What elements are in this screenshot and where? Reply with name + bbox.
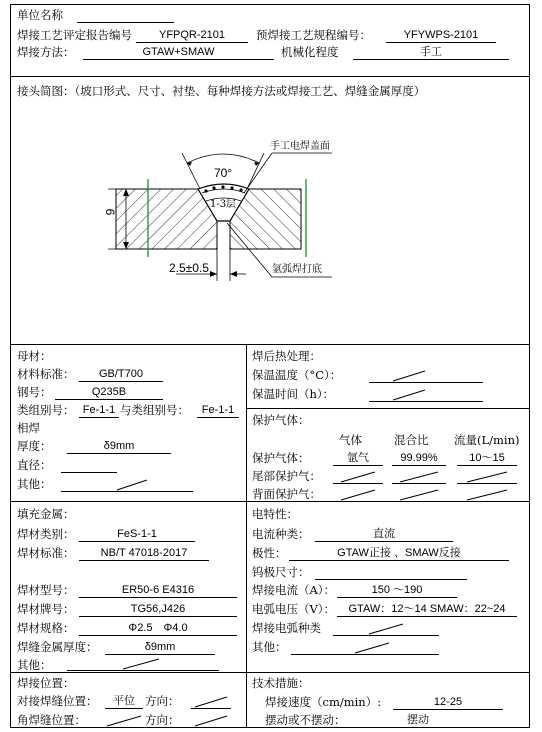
filler-other-label: 其他： bbox=[17, 658, 52, 672]
filler-metal-thk-label: 焊缝金属厚度： bbox=[17, 640, 98, 654]
position-section bbox=[10, 672, 247, 728]
elec-tungsten-label: 钨极尺寸： bbox=[252, 565, 310, 579]
elec-other-label: 其他： bbox=[252, 640, 287, 654]
pqr-value[interactable]: YFPQR-2101 bbox=[136, 28, 248, 43]
gas-col-mix: 混合比 bbox=[394, 433, 429, 447]
base-thk-value[interactable]: δ9mm bbox=[67, 439, 171, 454]
elec-polarity-value[interactable]: GTAW正接 、SMAW反接 bbox=[289, 546, 509, 561]
elec-current-value[interactable]: 150 ～190 bbox=[337, 583, 457, 598]
gas-row3-mix[interactable] bbox=[392, 487, 446, 502]
elec-polarity-label: 极性： bbox=[252, 546, 287, 560]
bottom-note: 氩弧焊打底 bbox=[272, 264, 322, 275]
method-label: 焊接方法： bbox=[17, 45, 75, 59]
base-title: 母材： bbox=[17, 349, 52, 363]
pwps-label: 预焊接工艺规程编号： bbox=[256, 28, 371, 42]
gas-row2-mix[interactable] bbox=[392, 469, 446, 484]
mech-label: 机械化程度 bbox=[281, 45, 339, 59]
left-plate bbox=[116, 189, 217, 249]
gas-row2-label: 尾部保护气： bbox=[252, 469, 321, 483]
header-section bbox=[10, 4, 530, 77]
unit-label: 单位名称 bbox=[17, 8, 63, 22]
angle-label: 70° bbox=[214, 166, 233, 180]
technique-section bbox=[246, 672, 530, 728]
weld-bead bbox=[204, 189, 207, 192]
filler-metal-thk-value[interactable]: δ9mm bbox=[105, 640, 215, 655]
filler-other-field[interactable] bbox=[67, 656, 219, 671]
speed-label: 焊接速度（cm/min）: bbox=[265, 695, 382, 709]
joint-sketch-section bbox=[10, 76, 530, 345]
electrical-section bbox=[246, 501, 530, 673]
elec-mode-label: 焊接电弧种类 bbox=[252, 621, 321, 635]
filler-spec-value[interactable]: Φ2.5 Φ4.0 bbox=[79, 621, 237, 636]
base-std-value[interactable]: GB/T700 bbox=[79, 367, 163, 382]
fillet-label: 角焊缝位置： bbox=[17, 713, 86, 727]
joint-title: 接头简图：（坡口形式、尺寸、衬垫、每种焊接方法或焊接工艺、焊缝金属厚度） bbox=[17, 84, 426, 98]
base-dia-label: 直径： bbox=[17, 458, 52, 472]
gas-row3-flow[interactable] bbox=[457, 487, 517, 502]
elec-current-label: 焊接电流（A）： bbox=[252, 583, 336, 597]
filler-section bbox=[10, 501, 247, 673]
filler-title: 填充金属： bbox=[17, 507, 75, 521]
weld-bead bbox=[212, 186, 215, 189]
fillet-dir-label: 方向： bbox=[145, 713, 180, 727]
gas-row3-gas[interactable] bbox=[333, 487, 383, 502]
filler-brand-label: 焊材牌号： bbox=[17, 602, 75, 616]
fillet-field[interactable] bbox=[105, 713, 143, 728]
base-other-field[interactable] bbox=[61, 477, 193, 492]
pwht-title: 焊后热处理： bbox=[252, 349, 321, 363]
weave-label: 摆动或不摆动： bbox=[265, 713, 346, 727]
gas-row2-gas[interactable] bbox=[333, 469, 383, 484]
thickness-label: 9 bbox=[103, 208, 118, 216]
gas-row3-label: 背面保护气： bbox=[252, 487, 321, 501]
elec-mode-field[interactable] bbox=[333, 621, 439, 636]
speed-value[interactable]: 12-25 bbox=[393, 695, 503, 710]
pwps-value[interactable]: YFYWPS-2101 bbox=[386, 28, 496, 43]
weld-bead bbox=[221, 185, 224, 188]
group-label-b: 与类组别号： bbox=[120, 403, 189, 417]
gas-row1-flow[interactable]: 10～15 bbox=[457, 451, 517, 466]
elec-title: 电特性： bbox=[252, 507, 298, 521]
elec-voltage-value[interactable]: GTAW：12～14 SMAW：22~24 bbox=[337, 602, 517, 617]
filler-std-label: 焊材标准： bbox=[17, 546, 75, 560]
elec-tungsten-field[interactable] bbox=[315, 565, 467, 580]
pwht-section bbox=[246, 344, 530, 409]
elec-other-field[interactable] bbox=[291, 640, 439, 655]
butt-dir-label: 方向： bbox=[145, 694, 180, 708]
base-steel-label: 钢号： bbox=[17, 385, 52, 399]
butt-dir-field[interactable] bbox=[191, 694, 231, 709]
weld-label: 相焊 bbox=[17, 421, 40, 435]
group-value-a[interactable]: Fe-1-1 bbox=[79, 403, 119, 418]
technique-title: 技术措施： bbox=[252, 676, 310, 690]
elec-voltage-label: 电弧电压（V）： bbox=[252, 602, 336, 616]
filler-model-value[interactable]: ER50-6 E4316 bbox=[79, 583, 237, 598]
pwht-temp-field[interactable] bbox=[369, 368, 483, 383]
butt-value[interactable]: 平位 bbox=[105, 694, 143, 709]
position-title: 焊接位置： bbox=[17, 676, 75, 690]
gas-title: 保护气体： bbox=[252, 413, 310, 427]
base-metal-section bbox=[10, 344, 247, 502]
pqr-label: 焊接工艺评定报告编号 bbox=[17, 28, 132, 42]
gas-section bbox=[246, 408, 530, 502]
filler-cat-value[interactable]: FeS-1-1 bbox=[79, 527, 195, 542]
gas-col-flow: 流量(L/min) bbox=[454, 433, 520, 447]
base-other-label: 其他： bbox=[17, 477, 52, 491]
base-std-label: 材料标准： bbox=[17, 367, 75, 381]
gas-row1-mix[interactable]: 99.99% bbox=[392, 451, 446, 466]
group-value-b[interactable]: Fe-1-1 bbox=[197, 403, 239, 418]
top-note: 手工电焊盖面 bbox=[270, 141, 330, 152]
filler-spec-label: 焊材规格： bbox=[17, 621, 75, 635]
weld-bead bbox=[230, 186, 233, 189]
group-label-a: 类组别号： bbox=[17, 403, 75, 417]
gas-row2-flow[interactable] bbox=[457, 469, 517, 484]
gap-label: 2.5±0.5 bbox=[169, 261, 209, 275]
base-thk-label: 厚度： bbox=[17, 439, 52, 453]
base-steel-value[interactable]: Q235B bbox=[55, 385, 163, 400]
filler-model-label: 焊材型号： bbox=[17, 583, 75, 597]
gas-row1-label: 保护气体： bbox=[252, 451, 310, 465]
pwht-time-label: 保温时间（h）： bbox=[252, 387, 335, 401]
unit-field[interactable] bbox=[77, 8, 174, 23]
layer-label: 1-3层 bbox=[210, 199, 237, 210]
filler-std-value[interactable]: NB/T 47018-2017 bbox=[79, 546, 209, 561]
elec-type-value[interactable]: 直流 bbox=[315, 527, 453, 542]
weave-value[interactable]: 摆动 bbox=[363, 713, 473, 728]
fillet-dir-field[interactable] bbox=[191, 713, 231, 728]
base-dia-field[interactable] bbox=[61, 458, 117, 473]
method-value[interactable]: GTAW+SMAW bbox=[83, 45, 274, 60]
weld-bead bbox=[239, 188, 242, 191]
pwht-time-field[interactable] bbox=[369, 387, 483, 402]
mech-value[interactable]: 手工 bbox=[353, 45, 509, 60]
filler-cat-label: 焊材类别： bbox=[17, 527, 75, 541]
filler-brand-value[interactable]: TG56,J426 bbox=[79, 602, 237, 617]
welding-procedure-form bbox=[10, 4, 530, 728]
gas-col-gas: 气体 bbox=[339, 433, 362, 447]
gas-row1-gas[interactable]: 氩气 bbox=[333, 451, 383, 466]
butt-label: 对接焊缝位置： bbox=[17, 694, 98, 708]
elec-type-label: 电流种类： bbox=[252, 527, 310, 541]
pwht-temp-label: 保温温度（°C）： bbox=[252, 368, 342, 382]
